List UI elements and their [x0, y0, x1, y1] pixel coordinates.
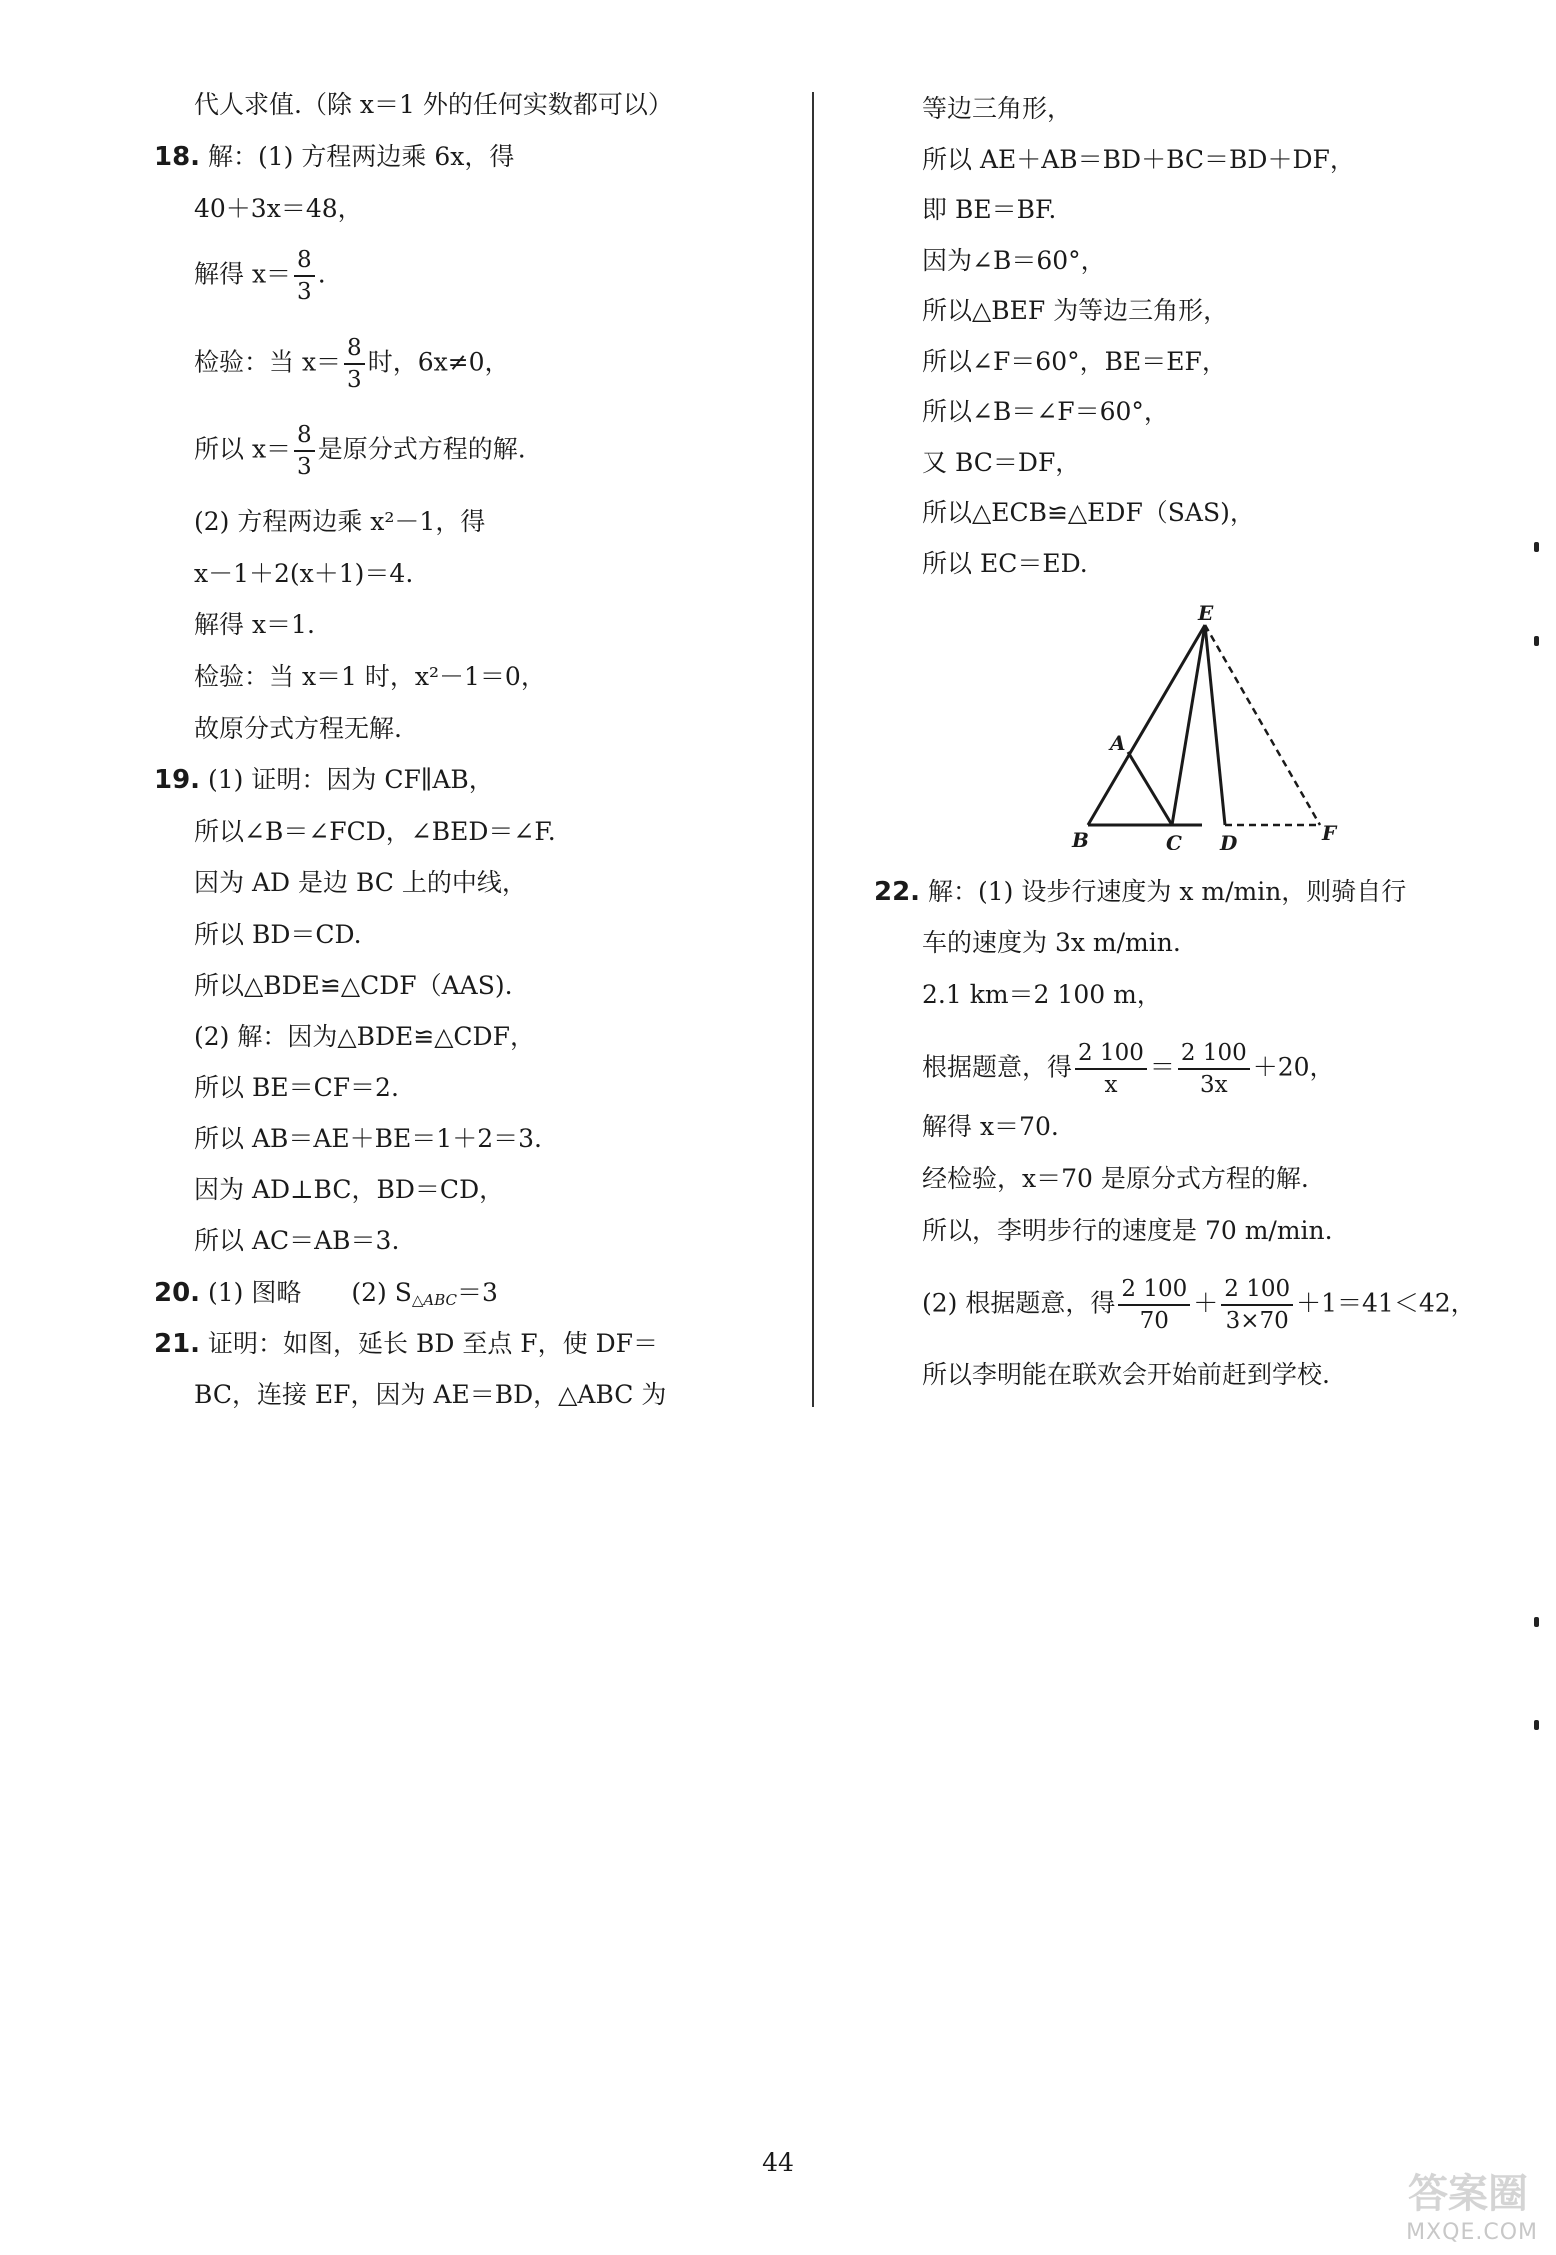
question-number: 22. — [874, 877, 921, 907]
equation: x－1＋2(x＋1)＝4. — [194, 559, 414, 588]
fraction — [294, 245, 315, 307]
text-line: 车的速度为 3x m/min. — [922, 928, 1181, 957]
question-number: 18. — [154, 142, 201, 172]
geometry-figure — [1070, 600, 1350, 850]
text-line: 所以 BD＝CD. — [194, 920, 362, 949]
label-F: F — [1322, 821, 1337, 845]
text-line: BC，连接 EF，因为 AE＝BD，△ABC 为 — [194, 1380, 667, 1409]
text-span: (2) 根据题意，得 — [922, 1288, 1116, 1318]
numerator: 8 — [344, 333, 365, 365]
text-line: 解得 x＝1. — [194, 610, 315, 639]
margin-mark — [1534, 542, 1539, 552]
text-span: ＝ — [1149, 1052, 1175, 1082]
numerator: 2 100 — [1118, 1274, 1190, 1306]
margin-mark — [1534, 636, 1539, 646]
text-line: 所以△BEF 为等边三角形， — [922, 296, 1229, 325]
fraction — [1075, 1038, 1147, 1100]
text-line: 等边三角形， — [922, 94, 1073, 123]
question-22 — [874, 875, 1406, 909]
segment-AC — [1128, 752, 1172, 825]
text-line: 又 BC＝DF， — [922, 448, 1081, 477]
text-span: 解得 x＝ — [194, 259, 292, 289]
text-line: 解：(1) 设步行速度为 x m/min，则骑自行 — [928, 877, 1407, 906]
text-line: 解得 x＝70. — [922, 1112, 1059, 1141]
numerator: 2 100 — [1221, 1274, 1293, 1306]
conclusion-line — [194, 420, 526, 482]
text-line: 解：(1) 方程两边乘 6x，得 — [208, 142, 515, 171]
text-line: 所以 BE＝CF＝2. — [194, 1073, 399, 1102]
segment-ED — [1205, 625, 1225, 825]
text-span: ＋ — [1193, 1288, 1219, 1318]
fraction — [1178, 1038, 1250, 1100]
text-line: (1) 证明：因为 CF∥AB， — [208, 765, 494, 794]
label-C: C — [1166, 831, 1182, 850]
text-line: (2) 解：因为△BDE≌△CDF， — [194, 1022, 535, 1051]
text-line: 所以∠B＝∠FCD，∠BED＝∠F. — [194, 817, 556, 846]
text-line: 因为 AD 是边 BC 上的中线， — [194, 868, 527, 897]
subscript: △ABC — [411, 1291, 458, 1309]
text-span: 所以 x＝ — [194, 434, 292, 464]
label-B: B — [1072, 828, 1089, 850]
denominator: 3×70 — [1225, 1308, 1289, 1334]
question-18 — [154, 140, 514, 174]
fraction — [1118, 1274, 1190, 1336]
denominator: 3 — [297, 279, 312, 305]
fraction — [344, 333, 365, 395]
watermark-logo: 答案圈 — [1408, 2171, 1528, 2217]
denominator: 3 — [297, 454, 312, 480]
text-line: 所以△ECB≌△EDF（SAS)， — [922, 498, 1255, 527]
page-number: 44 — [762, 2148, 794, 2177]
text-span: 根据题意，得 — [922, 1052, 1073, 1082]
numerator: 2 100 — [1178, 1038, 1250, 1070]
question-number: 20. — [154, 1278, 201, 1308]
watermark — [1308, 2165, 1538, 2245]
margin-mark — [1534, 1617, 1539, 1627]
denominator: 3 — [347, 367, 362, 393]
text-line: 因为 AD⊥BC，BD＝CD， — [194, 1175, 505, 1204]
text-span: ＋1＝41＜42， — [1296, 1288, 1476, 1318]
text-span: ＝3 — [457, 1278, 498, 1307]
label-D: D — [1220, 831, 1238, 850]
denominator: 3x — [1200, 1072, 1228, 1098]
watermark-site: MXQE.COM — [1406, 2220, 1538, 2245]
text-line: 所以∠F＝60°，BE＝EF， — [922, 347, 1227, 376]
text-line: 经检验，x＝70 是原分式方程的解. — [922, 1164, 1309, 1193]
equation-line — [922, 1038, 1335, 1100]
text-line: 所以△BDE≌△CDF（AAS). — [194, 971, 513, 1000]
text-line: 证明：如图，延长 BD 至点 F，使 DF＝ — [208, 1329, 658, 1358]
text-line: 所以李明能在联欢会开始前赶到学校. — [922, 1360, 1330, 1389]
text-line: 即 BE＝BF. — [922, 195, 1057, 224]
check-line — [194, 333, 510, 395]
equation-line — [922, 1274, 1476, 1336]
text-line: 故原分式方程无解. — [194, 714, 402, 743]
text-line: 所以∠B＝∠F＝60°， — [922, 397, 1169, 426]
column-divider — [812, 92, 814, 1407]
solution-line — [194, 245, 326, 307]
label-E: E — [1198, 601, 1214, 625]
text-line: 因为∠B＝60°， — [922, 246, 1106, 275]
text-span: 检验：当 x＝ — [194, 347, 342, 377]
question-number: 21. — [154, 1329, 201, 1359]
text-line: 代人求值.（除 x＝1 外的任何实数都可以） — [194, 90, 673, 119]
text-span: ＋20， — [1252, 1052, 1335, 1082]
question-19 — [154, 763, 494, 797]
label-A: A — [1110, 731, 1126, 755]
text-span: (1) 图略 (2) S — [208, 1278, 412, 1307]
equation: 40＋3x＝48， — [194, 194, 363, 223]
text-line: (2) 方程两边乘 x²－1，得 — [194, 507, 486, 536]
text-span: . — [317, 259, 326, 289]
text-line: 检验：当 x＝1 时，x²－1＝0， — [194, 662, 546, 691]
fraction — [294, 420, 315, 482]
text-line: 所以，李明步行的速度是 70 m/min. — [922, 1216, 1333, 1245]
text-span: 时，6x≠0， — [367, 347, 510, 377]
numerator: 2 100 — [1075, 1038, 1147, 1070]
numerator: 8 — [294, 420, 315, 452]
text-line: 所以 AC＝AB＝3. — [194, 1226, 400, 1255]
text-line: 所以 EC＝ED. — [922, 549, 1088, 578]
denominator: x — [1104, 1072, 1118, 1098]
margin-mark — [1534, 1720, 1539, 1730]
numerator: 8 — [294, 245, 315, 277]
text-span: 是原分式方程的解. — [317, 434, 526, 464]
text-line: 所以 AB＝AE＋BE＝1＋2＝3. — [194, 1124, 542, 1153]
question-21 — [154, 1327, 658, 1361]
question-number: 19. — [154, 765, 201, 795]
text-line: 所以 AE＋AB＝BD＋BC＝BD＋DF， — [922, 145, 1355, 174]
denominator: 70 — [1139, 1308, 1169, 1334]
question-20 — [154, 1276, 498, 1317]
fraction — [1221, 1274, 1293, 1336]
text-line: 2.1 km＝2 100 m， — [922, 980, 1162, 1009]
